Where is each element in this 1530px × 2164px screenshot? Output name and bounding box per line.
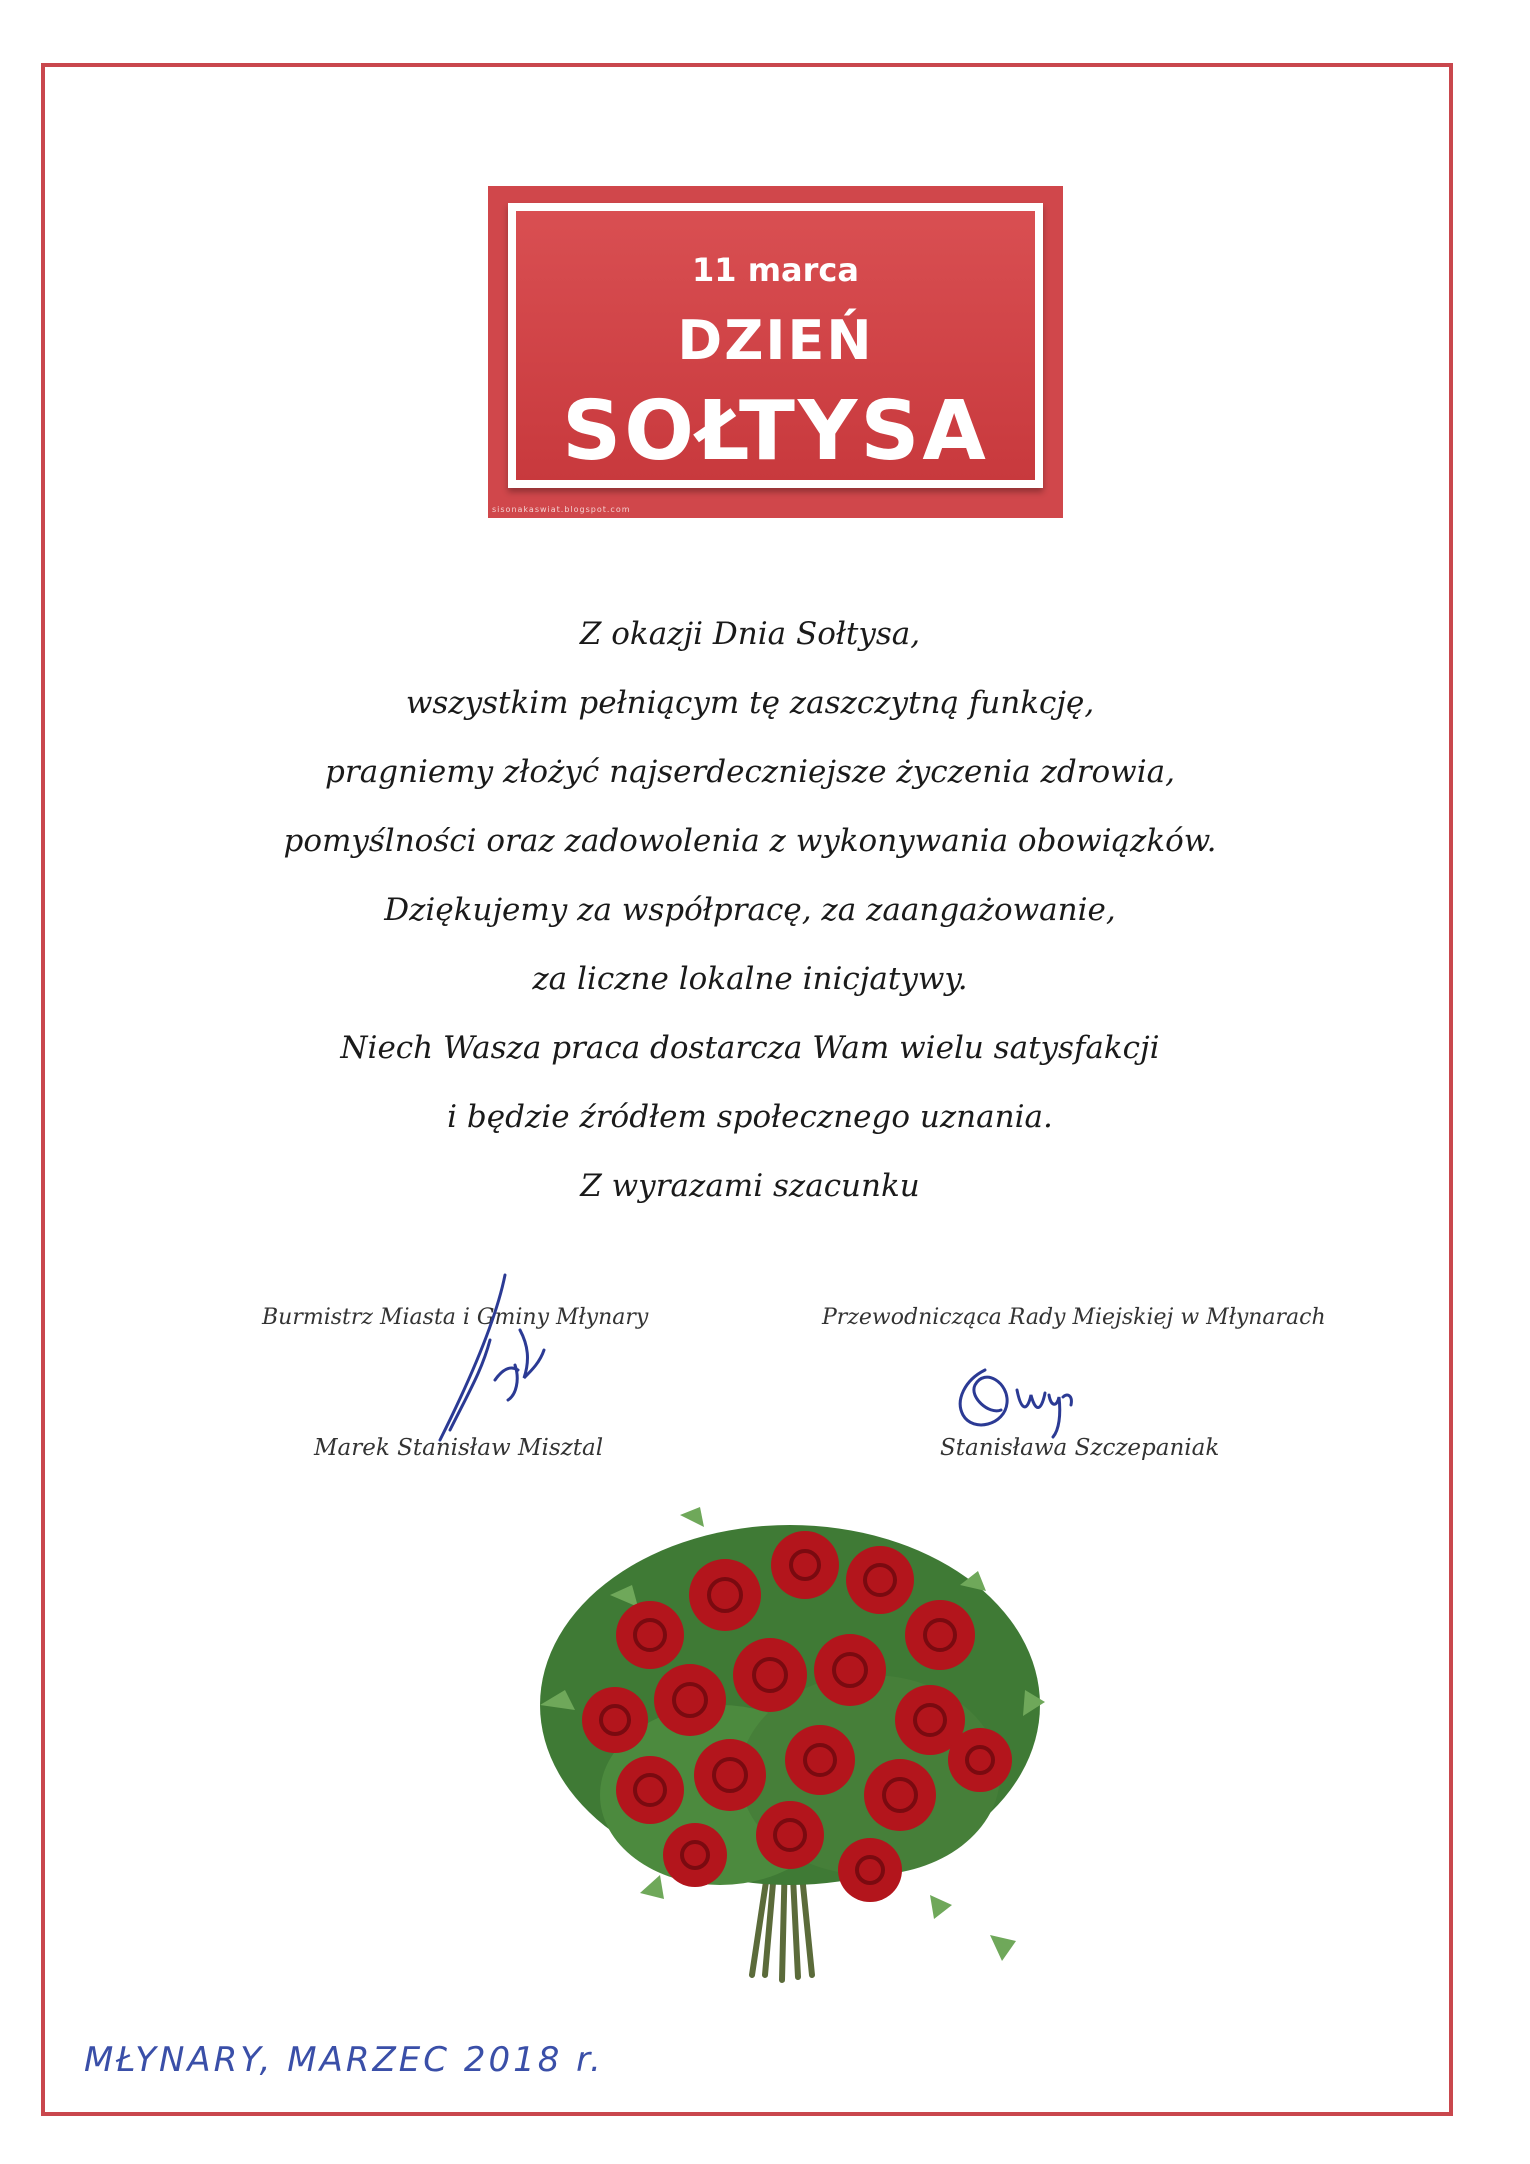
left-signatory-name: Marek Stanisław Misztal xyxy=(314,1435,604,1461)
place-date-handwritten: MŁYNARY, MARZEC 2018 r. xyxy=(84,2040,604,2080)
rose-bouquet-image xyxy=(520,1475,1060,1985)
message-line: i będzie źródłem społecznego uznania. xyxy=(447,1099,1053,1135)
banner-panel xyxy=(508,203,1043,488)
message-line: Z wyrazami szacunku xyxy=(580,1168,920,1204)
message-line: Z okazji Dnia Sołtysa, xyxy=(579,616,921,652)
message-line: Dziękujemy za współpracę, za zaangażowanie, xyxy=(384,892,1116,928)
day-banner xyxy=(488,186,1063,518)
banner-title-line2: SOŁTYSA xyxy=(562,384,989,479)
message-line: Niech Wasza praca dostarcza Wam wielu satysfakcji xyxy=(340,1030,1160,1066)
message-line: pomyślności oraz zadowolenia z wykonywania obowiązków. xyxy=(283,823,1217,859)
banner-title-line1: DZIEŃ xyxy=(677,309,874,372)
right-signature-scribble xyxy=(945,1355,1095,1445)
right-signatory-name: Stanisława Szczepaniak xyxy=(940,1435,1220,1461)
banner-date: 11 marca xyxy=(692,251,859,289)
message-line: pragniemy złożyć najserdeczniejsze życzenia zdrowia, xyxy=(325,754,1175,790)
right-signatory-title: Przewodnicząca Rady Miejskiej w Młynarach xyxy=(822,1305,1326,1330)
message-line: wszystkim pełniącym tę zaszczytną funkcję, xyxy=(405,685,1095,721)
banner-credit: sisonakaswiat.blogspot.com xyxy=(492,505,631,514)
left-signature-scribble xyxy=(420,1270,560,1450)
message-line: za liczne lokalne inicjatywy. xyxy=(532,961,968,997)
greeting-message xyxy=(150,600,1350,1221)
left-signatory-title: Burmistrz Miasta i Gminy Młynary xyxy=(262,1305,649,1330)
